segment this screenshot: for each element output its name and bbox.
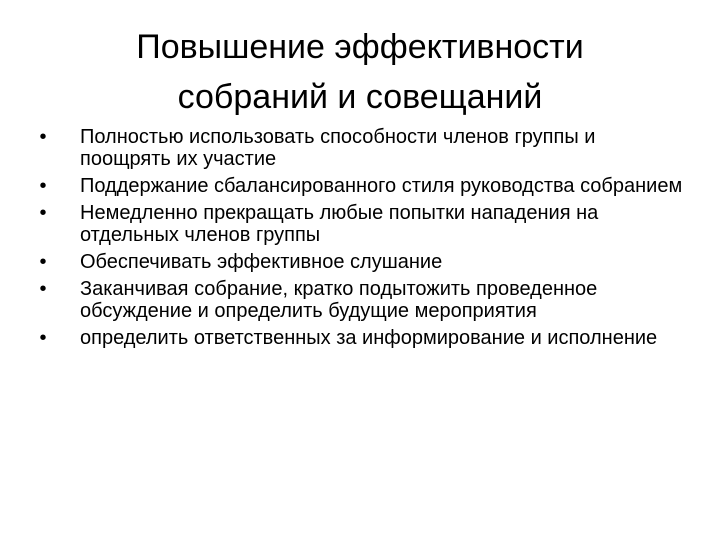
bullet-item [36,278,686,322]
bullet-text: Заканчивая собрание, кратко подытожить проведенное обсуждение и определить будущие мероприятия [80,278,598,322]
bullet-icon: • [39,327,47,349]
bullet-icon: • [39,202,47,224]
bullet-icon: • [39,126,47,148]
slide-title-line-1: Повышение эффективности [136,28,584,66]
bullet-item [36,202,686,246]
bullet-text: Немедленно прекращать любые попытки нападения на отдельных членов группы [80,202,599,246]
bullet-list [36,126,686,354]
bullet-item [36,251,686,273]
bullet-item [36,126,686,170]
bullet-item [36,327,686,349]
bullet-item [36,175,686,197]
bullet-icon: • [39,175,47,197]
slide-title-line-2: собраний и совещаний [177,78,543,116]
bullet-text: Обеспечивать эффективное слушание [80,251,443,273]
bullet-icon: • [39,278,47,300]
slide-title [60,22,660,122]
bullet-text: Полностью использовать способности членов группы и поощрять их участие [80,126,596,170]
bullet-text: определить ответственных за информирование и исполнение [80,327,658,349]
bullet-text: Поддержание сбалансированного стиля руководства собранием [80,175,683,197]
bullet-icon: • [39,251,47,273]
